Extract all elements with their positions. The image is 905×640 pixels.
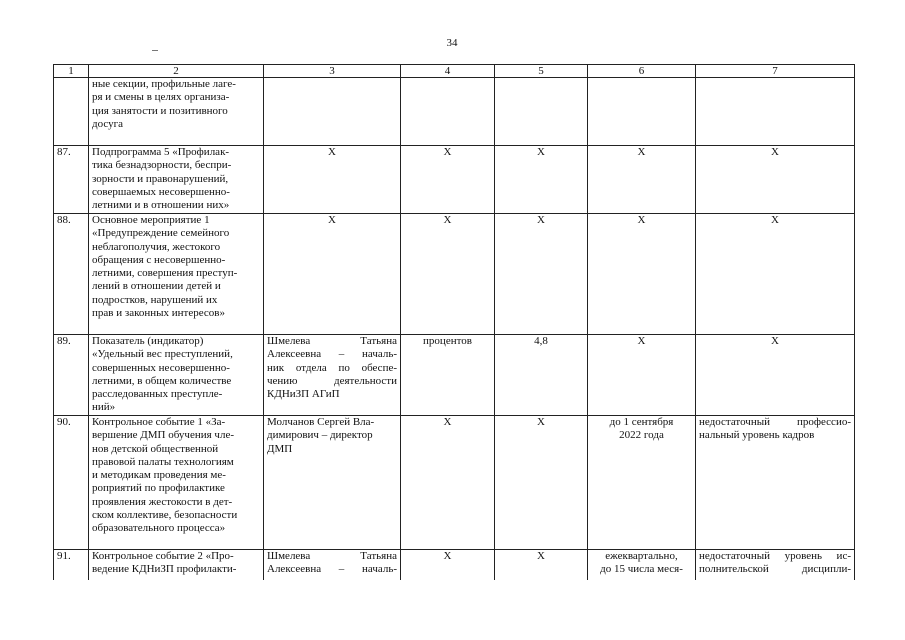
- table-row: [54, 146, 855, 214]
- table-row: [54, 416, 855, 550]
- row-deadline: Х: [588, 335, 696, 416]
- name-line: лений в отношении детей и: [92, 280, 221, 293]
- row-risk: [696, 78, 855, 146]
- resp-line: чению деятельности: [267, 374, 397, 387]
- plan-table: [53, 64, 855, 580]
- name-line: Показатель (индикатор): [92, 335, 204, 347]
- name-line: роприятий по профилактике: [92, 482, 225, 495]
- name-line: летними, в общем количестве: [92, 374, 232, 387]
- name-line: ском коллективе, безопасности: [92, 509, 238, 522]
- resp-line: ДМП: [267, 442, 293, 455]
- row-unit: Х: [401, 214, 495, 335]
- name-line: подростков, нарушений их: [92, 293, 218, 306]
- deadline-line: до 1 сентября: [609, 416, 674, 428]
- table-row: [54, 550, 855, 581]
- col-header-4: 4: [401, 65, 495, 78]
- name-line: досуга: [92, 117, 124, 130]
- name-line: совершаемых несовершенно-: [92, 185, 230, 198]
- name-line: летними, совершения преступ-: [92, 267, 238, 280]
- name-line: образовательного процесса»: [92, 522, 226, 535]
- name-line: тика безнадзорности, беспри-: [92, 159, 232, 172]
- name-line: неблагополучия, жестокого: [92, 240, 221, 253]
- risk-line: нальный уровень кадров: [699, 429, 815, 442]
- row-name: [89, 78, 264, 146]
- name-line: летними и в отношении них»: [92, 199, 230, 212]
- name-line: и методикам проведения ме-: [92, 469, 226, 482]
- resp-line: димирович – директор: [267, 429, 373, 442]
- name-line: расследованных преступле-: [92, 388, 223, 401]
- row-number: 90.: [54, 416, 89, 550]
- resp-line: ник отдела по обеспе-: [267, 361, 397, 374]
- name-line: зорности и правонарушений,: [92, 172, 229, 185]
- row-risk: [696, 416, 855, 550]
- resp-line: Алексеевна – началь-: [267, 348, 397, 361]
- row-risk: Х: [696, 146, 855, 214]
- name-line: Основное мероприятие 1: [92, 214, 210, 226]
- page-number: 34: [446, 37, 458, 49]
- row-responsible: [264, 416, 401, 550]
- name-line: правовой палаты технологиям: [92, 455, 234, 468]
- row-unit: процентов: [401, 335, 495, 416]
- resp-line: КДНиЗП АГиП: [267, 388, 340, 401]
- row-value: Х: [495, 416, 588, 550]
- row-name: [89, 416, 264, 550]
- row-value: 4,8: [495, 335, 588, 416]
- row-name: [89, 214, 264, 335]
- name-line: прав и законных интересов»: [92, 307, 225, 320]
- row-responsible: Х: [264, 146, 401, 214]
- col-header-5: 5: [495, 65, 588, 78]
- row-deadline: [588, 550, 696, 581]
- table-row: [54, 78, 855, 146]
- row-risk: [696, 550, 855, 581]
- row-responsible: [264, 78, 401, 146]
- row-unit: Х: [401, 146, 495, 214]
- deadline-line: ежеквартально,: [605, 550, 678, 562]
- deadline-line: 2022 года: [619, 429, 664, 442]
- resp-line: Алексеевна – началь-: [267, 563, 397, 576]
- col-header-2: 2: [89, 65, 264, 78]
- row-deadline: [588, 78, 696, 146]
- row-number: 87.: [54, 146, 89, 214]
- risk-line: полнительской дисципли-: [699, 563, 851, 576]
- risk-line: недостаточный уровень ис-: [699, 550, 851, 562]
- name-line: нов детской общественной: [92, 442, 219, 455]
- col-header-7: 7: [696, 65, 855, 78]
- row-number: 91.: [54, 550, 89, 581]
- col-header-3: 3: [264, 65, 401, 78]
- row-responsible: [264, 335, 401, 416]
- row-number: [54, 78, 89, 146]
- name-line: проявления жестокости в дет-: [92, 495, 233, 508]
- row-name: [89, 146, 264, 214]
- row-risk: Х: [696, 335, 855, 416]
- header-row: [54, 65, 855, 78]
- row-number: 88.: [54, 214, 89, 335]
- col-header-1: 1: [54, 65, 89, 78]
- name-line: Контрольное событие 2 «Про-: [92, 550, 234, 562]
- name-line: Подпрограмма 5 «Профилак-: [92, 146, 230, 158]
- name-line: ря и смены в целях организа-: [92, 91, 230, 104]
- row-deadline: [588, 416, 696, 550]
- name-line: ные секции, профильные лаге-: [92, 78, 236, 90]
- resp-line: Шмелева Татьяна: [267, 550, 397, 562]
- name-line: «Удельный вес преступлений,: [92, 348, 233, 361]
- resp-line: Молчанов Сергей Вла-: [267, 416, 375, 428]
- row-name: [89, 550, 264, 581]
- row-deadline: Х: [588, 214, 696, 335]
- name-line: ция занятости и позитивного: [92, 104, 228, 117]
- row-value: [495, 78, 588, 146]
- name-line: совершенных несовершенно-: [92, 361, 230, 374]
- resp-line: Шмелева Татьяна: [267, 335, 397, 347]
- table-row: [54, 214, 855, 335]
- col-header-6: 6: [588, 65, 696, 78]
- row-number: 89.: [54, 335, 89, 416]
- name-line: «Предупреждение семейного: [92, 227, 230, 240]
- name-line: ведение КДНиЗП профилакти-: [92, 563, 237, 576]
- deadline-line: до 15 числа меся-: [600, 563, 683, 576]
- row-unit: Х: [401, 416, 495, 550]
- name-line: ний»: [92, 401, 116, 414]
- row-unit: Х: [401, 550, 495, 581]
- row-responsible: Х: [264, 214, 401, 335]
- risk-line: недостаточный профессио-: [699, 416, 851, 428]
- name-line: Контрольное событие 1 «За-: [92, 416, 226, 428]
- name-line: вершение ДМП обучения чле-: [92, 429, 234, 442]
- row-deadline: Х: [588, 146, 696, 214]
- row-value: Х: [495, 146, 588, 214]
- row-name: [89, 335, 264, 416]
- row-value: Х: [495, 550, 588, 581]
- name-line: обращения с несовершенно-: [92, 253, 226, 266]
- row-risk: Х: [696, 214, 855, 335]
- row-responsible: [264, 550, 401, 581]
- row-value: Х: [495, 214, 588, 335]
- row-unit: [401, 78, 495, 146]
- table-row: [54, 335, 855, 416]
